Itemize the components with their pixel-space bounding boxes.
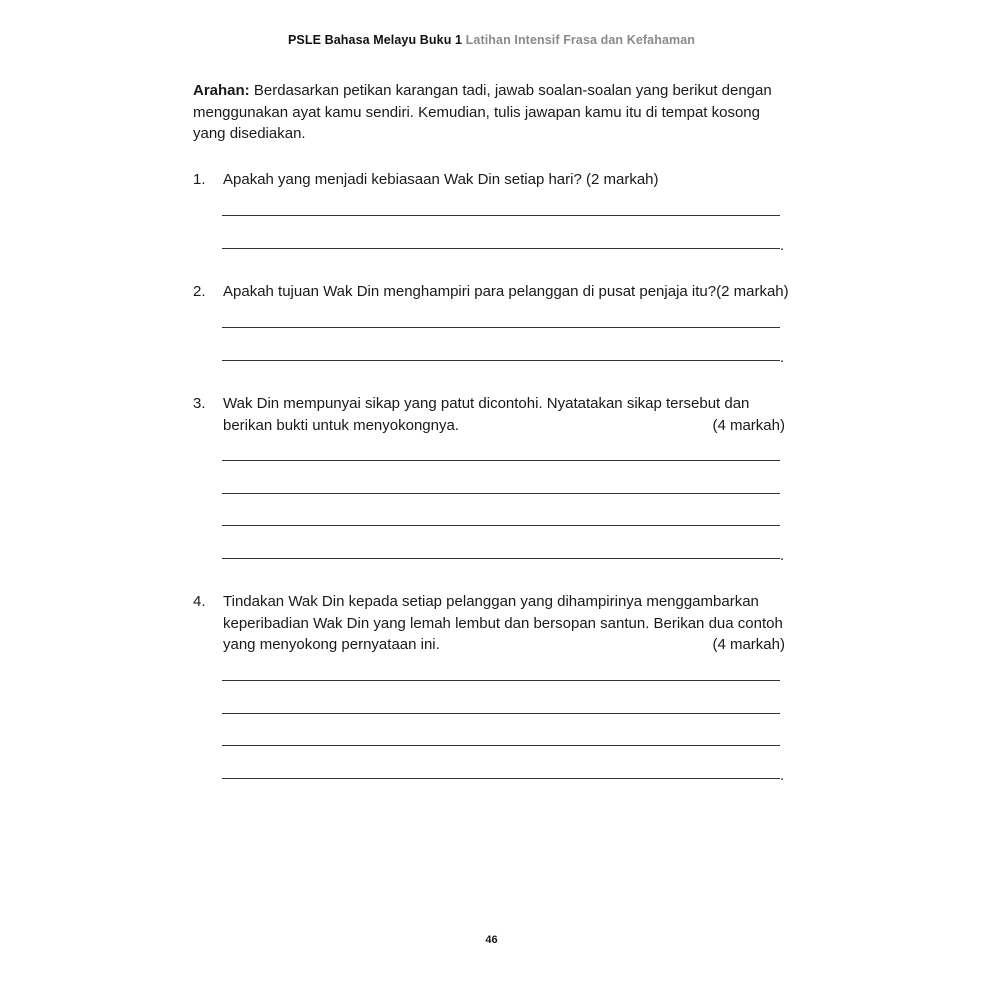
instructions-lead: Arahan: bbox=[193, 82, 250, 99]
instructions-body: Berdasarkan petikan karangan tadi, jawab soalan-soalan yang berikut dengan menggunakan ayat kamu sendiri. Kemudian, tulis jawapan kamu itu di tempat kosong yang disediakan. bbox=[193, 82, 772, 142]
question-4 bbox=[193, 591, 785, 656]
answer-line[interactable] bbox=[222, 558, 780, 559]
answer-line[interactable] bbox=[222, 327, 780, 328]
answer-line[interactable] bbox=[222, 360, 780, 361]
marks-label: (2 markah) bbox=[716, 283, 789, 300]
answer-line[interactable] bbox=[222, 745, 780, 746]
question-line-text: Wak Din mempunyai sikap yang patut dicontohi. Nyatatakan sikap tersebut dan bbox=[223, 395, 750, 412]
question-text bbox=[223, 393, 785, 436]
end-period: . bbox=[780, 237, 785, 254]
question-text bbox=[223, 591, 785, 656]
question-line-text: Apakah tujuan Wak Din menghampiri para pelanggan di pusat penjaja itu? bbox=[223, 283, 717, 300]
instructions bbox=[193, 80, 783, 145]
question-text bbox=[223, 169, 785, 191]
answer-line[interactable] bbox=[222, 460, 780, 461]
end-period: . bbox=[780, 767, 785, 784]
question-text bbox=[223, 281, 789, 303]
question-line-text: yang menyokong pernyataan ini. bbox=[223, 636, 440, 653]
question-line-text: berikan bukti untuk menyokongnya. bbox=[223, 416, 459, 434]
question-line bbox=[223, 393, 785, 415]
answer-line[interactable] bbox=[222, 525, 780, 526]
question-line bbox=[223, 591, 785, 613]
answer-line[interactable] bbox=[222, 680, 780, 681]
answer-line[interactable] bbox=[222, 778, 780, 779]
answer-line[interactable] bbox=[222, 493, 780, 494]
book-title: PSLE Bahasa Melayu Buku 1 bbox=[287, 33, 463, 47]
question-line-text: Tindakan Wak Din kepada setiap pelanggan yang dihampirinya menggambarkan bbox=[223, 593, 759, 610]
question-3 bbox=[193, 393, 785, 436]
question-line bbox=[223, 634, 785, 656]
question-number: 4. bbox=[193, 593, 206, 610]
end-period: . bbox=[780, 349, 785, 366]
question-line bbox=[223, 169, 785, 191]
question-line bbox=[223, 415, 785, 437]
book-subtitle: Latihan Intensif Frasa dan Kefahaman bbox=[465, 33, 696, 47]
question-number: 3. bbox=[193, 395, 206, 412]
answer-line[interactable] bbox=[222, 713, 780, 714]
question-2 bbox=[193, 281, 789, 303]
question-line bbox=[223, 613, 785, 635]
running-header bbox=[0, 33, 983, 47]
end-period: . bbox=[780, 547, 785, 564]
question-1 bbox=[193, 169, 785, 191]
question-number: 2. bbox=[193, 283, 206, 300]
page-number: 46 bbox=[485, 934, 498, 946]
question-line-text: Apakah yang menjadi kebiasaan Wak Din setiap hari? (2 markah) bbox=[223, 171, 659, 188]
marks-label: (4 markah) bbox=[712, 416, 785, 434]
question-line-text: keperibadian Wak Din yang lemah lembut dan bersopan santun. Berikan dua contoh bbox=[223, 614, 783, 632]
answer-line[interactable] bbox=[222, 215, 780, 216]
question-line bbox=[223, 281, 789, 303]
marks-label: (4 markah) bbox=[712, 636, 785, 653]
question-number: 1. bbox=[193, 171, 206, 188]
answer-line[interactable] bbox=[222, 248, 780, 249]
